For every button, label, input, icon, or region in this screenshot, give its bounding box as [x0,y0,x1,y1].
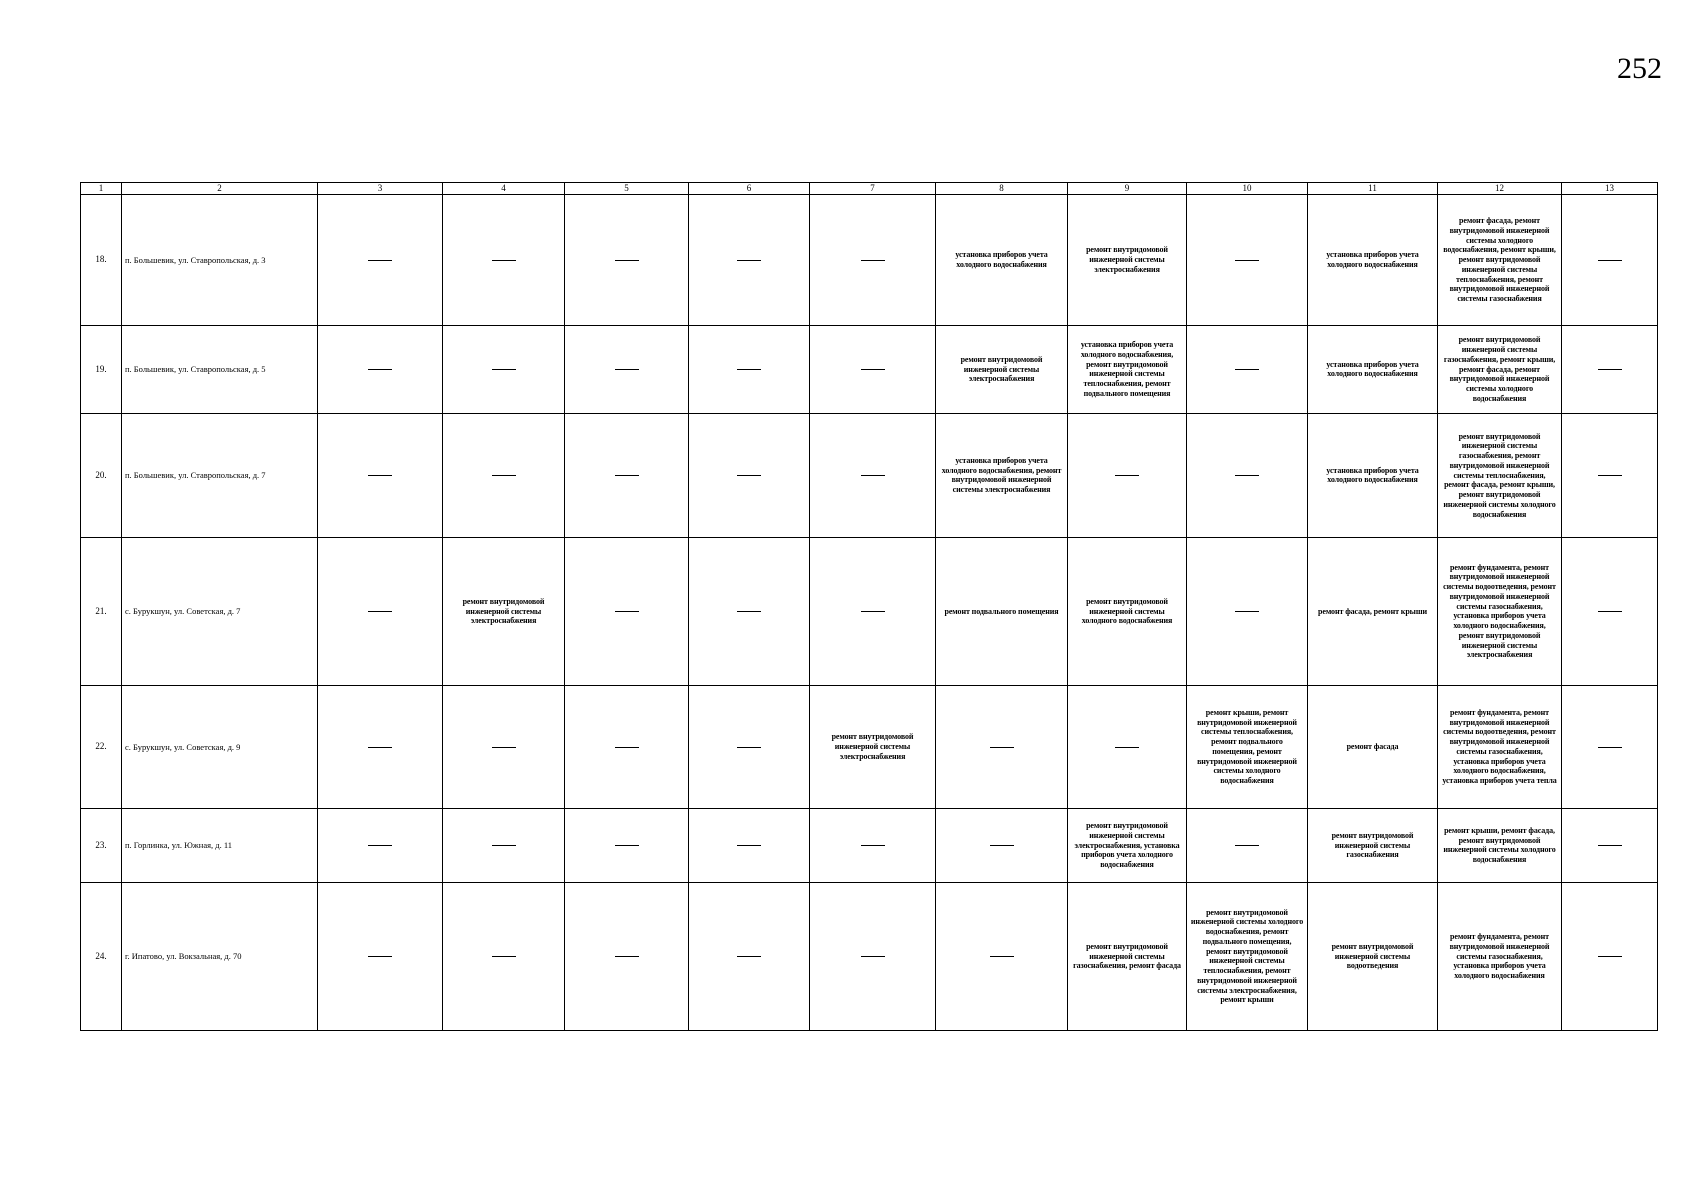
row-number: 20. [81,413,122,537]
dash-mark [368,260,392,261]
dash-mark [615,475,639,476]
work-cell: установка приборов учета холодного водоснабжения [1308,413,1438,537]
work-cell: ремонт внутридомовой инженерной системы холодного водоснабжения, ремонт подвального помещения, ремонт внутридомовой инженерной системы теплоснабжения, ремонт внутридомовой инженерной системы электроснабжения, ремонт крыши [1187,882,1308,1030]
empty-cell [1068,685,1187,808]
dash-mark [861,611,885,612]
empty-cell [443,413,565,537]
empty-cell [689,325,810,413]
empty-cell [565,685,689,808]
empty-cell [565,808,689,882]
column-number-header: 10 [1187,183,1308,195]
dash-mark [492,369,516,370]
empty-cell [443,808,565,882]
dash-mark [492,747,516,748]
address-cell: п. Большевик, ул. Ставропольская, д. 3 [122,194,318,325]
empty-cell [565,413,689,537]
empty-cell [810,413,936,537]
empty-cell [443,685,565,808]
table-row [81,537,1658,685]
dash-mark [1598,611,1622,612]
row-number: 23. [81,808,122,882]
empty-cell [318,882,443,1030]
work-cell: ремонт внутридомовой инженерной системы электроснабжения [810,685,936,808]
empty-cell [1562,808,1658,882]
work-cell: ремонт внутридомовой инженерной системы газоснабжения, ремонт крыши, ремонт фасада, ремонт внутридомовой инженерной системы холодного водоснабжения [1438,325,1562,413]
dash-mark [1235,260,1259,261]
dash-mark [368,611,392,612]
work-cell: ремонт внутридомовой инженерной системы электроснабжения [936,325,1068,413]
row-number: 22. [81,685,122,808]
dash-mark [492,260,516,261]
dash-mark [1235,845,1259,846]
empty-cell [565,194,689,325]
dash-mark [368,475,392,476]
column-number-header: 8 [936,183,1068,195]
empty-cell [1562,685,1658,808]
column-number-header: 4 [443,183,565,195]
row-number: 19. [81,325,122,413]
address-cell: с. Бурукшун, ул. Советская, д. 7 [122,537,318,685]
work-cell: ремонт внутридомовой инженерной системы электроснабжения [443,537,565,685]
empty-cell [443,194,565,325]
dash-mark [1235,611,1259,612]
empty-cell [810,882,936,1030]
column-number-header: 7 [810,183,936,195]
work-cell: ремонт крыши, ремонт внутридомовой инженерной системы теплоснабжения, ремонт подвального помещения, ремонт внутридомовой инженерной системы холодного водоснабжения [1187,685,1308,808]
address-cell: п. Большевик, ул. Ставропольская, д. 7 [122,413,318,537]
dash-mark [615,845,639,846]
dash-mark [1115,475,1139,476]
dash-mark [368,956,392,957]
empty-cell [689,882,810,1030]
address-cell: г. Ипатово, ул. Вокзальная, д. 70 [122,882,318,1030]
dash-mark [492,475,516,476]
dash-mark [615,747,639,748]
column-number-header: 12 [1438,183,1562,195]
empty-cell [810,537,936,685]
work-cell: установка приборов учета холодного водоснабжения [1308,325,1438,413]
dash-mark [492,956,516,957]
empty-cell [936,882,1068,1030]
empty-cell [1562,882,1658,1030]
work-cell: ремонт фасада, ремонт внутридомовой инженерной системы холодного водоснабжения, ремонт крыши, ремонт внутридомовой инженерной системы теплоснабжения, ремонт внутридомовой инженерной системы газоснабжения [1438,194,1562,325]
column-number-header: 5 [565,183,689,195]
dash-mark [615,611,639,612]
address-cell: с. Бурукшун, ул. Советская, д. 9 [122,685,318,808]
empty-cell [1068,413,1187,537]
work-cell: ремонт внутридомовой инженерной системы водоотведения [1308,882,1438,1030]
work-cell: ремонт фундамента, ремонт внутридомовой инженерной системы водоотведения, ремонт внутридомовой инженерной системы газоснабжения, установка приборов учета холодного водоснабжения, ремонт внутридомовой инженерной системы электроснабжения [1438,537,1562,685]
empty-cell [318,537,443,685]
dash-mark [615,956,639,957]
empty-cell [689,413,810,537]
work-cell: установка приборов учета холодного водоснабжения [1308,194,1438,325]
dash-mark [861,369,885,370]
work-cell: установка приборов учета холодного водоснабжения, ремонт внутридомовой инженерной системы электроснабжения [936,413,1068,537]
work-cell: ремонт фасада [1308,685,1438,808]
dash-mark [1235,369,1259,370]
dash-mark [990,845,1014,846]
empty-cell [810,808,936,882]
column-number-header: 6 [689,183,810,195]
work-cell: ремонт фундамента, ремонт внутридомовой инженерной системы водоотведения, ремонт внутридомовой инженерной системы газоснабжения, установка приборов учета холодного водоснабжения, установка приборов учета тепла [1438,685,1562,808]
work-cell: ремонт фундамента, ремонт внутридомовой инженерной системы газоснабжения, установка приборов учета холодного водоснабжения [1438,882,1562,1030]
dash-mark [1598,747,1622,748]
column-number-row [81,183,1658,195]
dash-mark [368,369,392,370]
dash-mark [1598,956,1622,957]
empty-cell [1187,194,1308,325]
row-number: 21. [81,537,122,685]
empty-cell [443,325,565,413]
empty-cell [565,537,689,685]
repair-schedule-table [80,182,1658,1031]
empty-cell [1562,537,1658,685]
work-cell: ремонт внутридомовой инженерной системы газоснабжения, ремонт фасада [1068,882,1187,1030]
table-row [81,808,1658,882]
empty-cell [810,194,936,325]
empty-cell [689,194,810,325]
work-cell: ремонт внутридомовой инженерной системы электроснабжения, установка приборов учета холодного водоснабжения [1068,808,1187,882]
empty-cell [565,325,689,413]
dash-mark [861,845,885,846]
dash-mark [1598,369,1622,370]
empty-cell [1562,413,1658,537]
dash-mark [737,369,761,370]
address-cell: п. Горлинка, ул. Южная, д. 11 [122,808,318,882]
empty-cell [1187,537,1308,685]
empty-cell [318,685,443,808]
empty-cell [1187,325,1308,413]
dash-mark [861,475,885,476]
table-row [81,325,1658,413]
work-cell: ремонт внутридомовой инженерной системы холодного водоснабжения [1068,537,1187,685]
work-cell: ремонт подвального помещения [936,537,1068,685]
page-number: 252 [1617,52,1662,85]
empty-cell [1562,325,1658,413]
empty-cell [443,882,565,1030]
dash-mark [737,475,761,476]
work-cell: установка приборов учета холодного водоснабжения, ремонт внутридомовой инженерной системы теплоснабжения, ремонт подвального помещения [1068,325,1187,413]
empty-cell [565,882,689,1030]
address-cell: п. Большевик, ул. Ставропольская, д. 5 [122,325,318,413]
table-row [81,685,1658,808]
dash-mark [737,611,761,612]
dash-mark [990,747,1014,748]
dash-mark [737,956,761,957]
empty-cell [689,808,810,882]
empty-cell [1562,194,1658,325]
dash-mark [861,260,885,261]
empty-cell [936,685,1068,808]
table-row [81,194,1658,325]
dash-mark [861,956,885,957]
work-cell: ремонт крыши, ремонт фасада, ремонт внутридомовой инженерной системы холодного водоснабжения [1438,808,1562,882]
dash-mark [368,845,392,846]
dash-mark [1235,475,1259,476]
column-number-header: 1 [81,183,122,195]
column-number-header: 13 [1562,183,1658,195]
work-cell: ремонт фасада, ремонт крыши [1308,537,1438,685]
work-cell: ремонт внутридомовой инженерной системы электроснабжения [1068,194,1187,325]
table-row [81,413,1658,537]
dash-mark [615,260,639,261]
empty-cell [318,808,443,882]
column-number-header: 11 [1308,183,1438,195]
work-cell: ремонт внутридомовой инженерной системы газоснабжения [1308,808,1438,882]
dash-mark [737,260,761,261]
dash-mark [1598,260,1622,261]
dash-mark [1598,845,1622,846]
dash-mark [1598,475,1622,476]
dash-mark [492,845,516,846]
empty-cell [318,194,443,325]
column-number-header: 3 [318,183,443,195]
dash-mark [615,369,639,370]
table-row [81,882,1658,1030]
dash-mark [737,747,761,748]
empty-cell [1187,413,1308,537]
dash-mark [1115,747,1139,748]
dash-mark [737,845,761,846]
empty-cell [936,808,1068,882]
empty-cell [689,685,810,808]
empty-cell [318,325,443,413]
empty-cell [318,413,443,537]
column-number-header: 9 [1068,183,1187,195]
empty-cell [689,537,810,685]
row-number: 24. [81,882,122,1030]
work-cell: установка приборов учета холодного водоснабжения [936,194,1068,325]
dash-mark [368,747,392,748]
empty-cell [1187,808,1308,882]
row-number: 18. [81,194,122,325]
column-number-header: 2 [122,183,318,195]
dash-mark [990,956,1014,957]
work-cell: ремонт внутридомовой инженерной системы газоснабжения, ремонт внутридомовой инженерной системы теплоснабжения, ремонт фасада, ремонт крыши, ремонт внутридомовой инженерной системы холодного водоснабжения [1438,413,1562,537]
empty-cell [810,325,936,413]
